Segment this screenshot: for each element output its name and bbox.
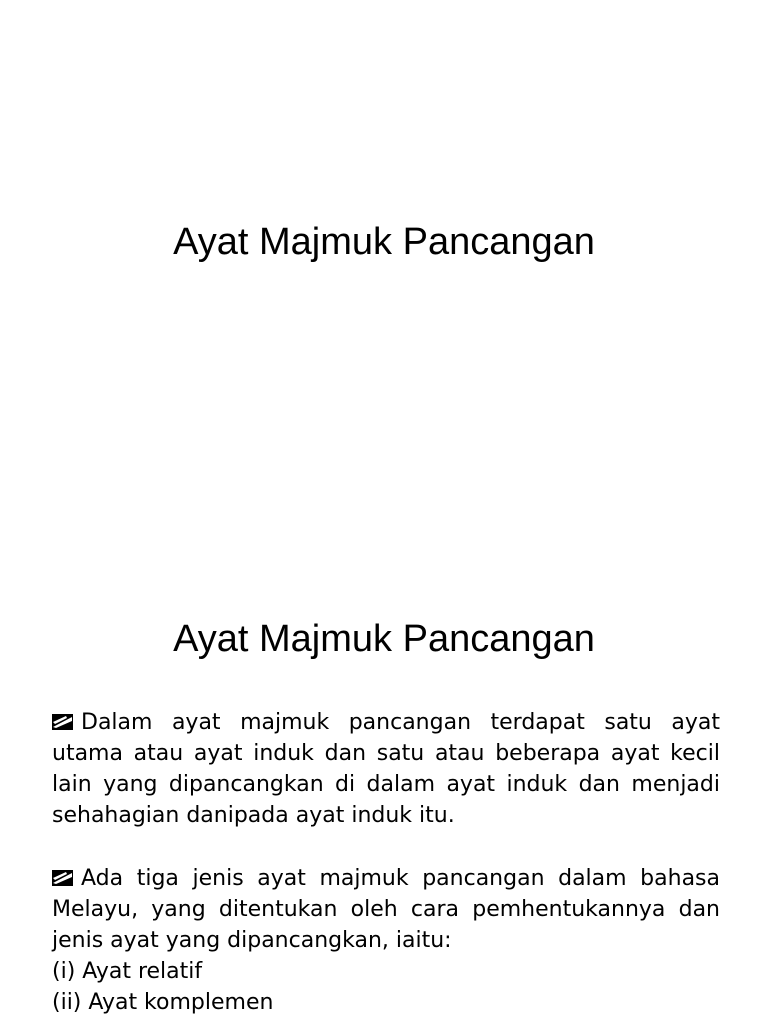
wing-bullet-icon [52, 714, 73, 730]
content-slide-heading: Ayat Majmuk Pancangan [173, 618, 595, 660]
title-slide-heading: Ayat Majmuk Pancangan [173, 221, 595, 263]
paragraph-1-text: Dalam ayat majmuk pancangan terdapat satu ayat utama atau ayat induk dan satu atau beberapa ayat kecil lain yang dipancangkan di dalam ayat induk dan menjadi sehahagian danipada ayat induk itu. [52, 710, 720, 828]
list-item-komplemen: (ii) Ayat komplemen [52, 990, 274, 1015]
list-item-relatif: (i) Ayat relatif [52, 959, 203, 984]
bullet-paragraph-1 [52, 707, 720, 831]
wing-bullet-icon [52, 870, 73, 886]
bullet-paragraph-2 [52, 863, 720, 1018]
content-slide-body [52, 707, 720, 1018]
paragraph-2-text: Ada tiga jenis ayat majmuk pancangan dalam bahasa Melayu, yang ditentukan oleh cara pemhentukannya dan jenis ayat yang dipancangkan, iaitu: [52, 866, 720, 953]
content-slide [0, 580, 768, 1024]
